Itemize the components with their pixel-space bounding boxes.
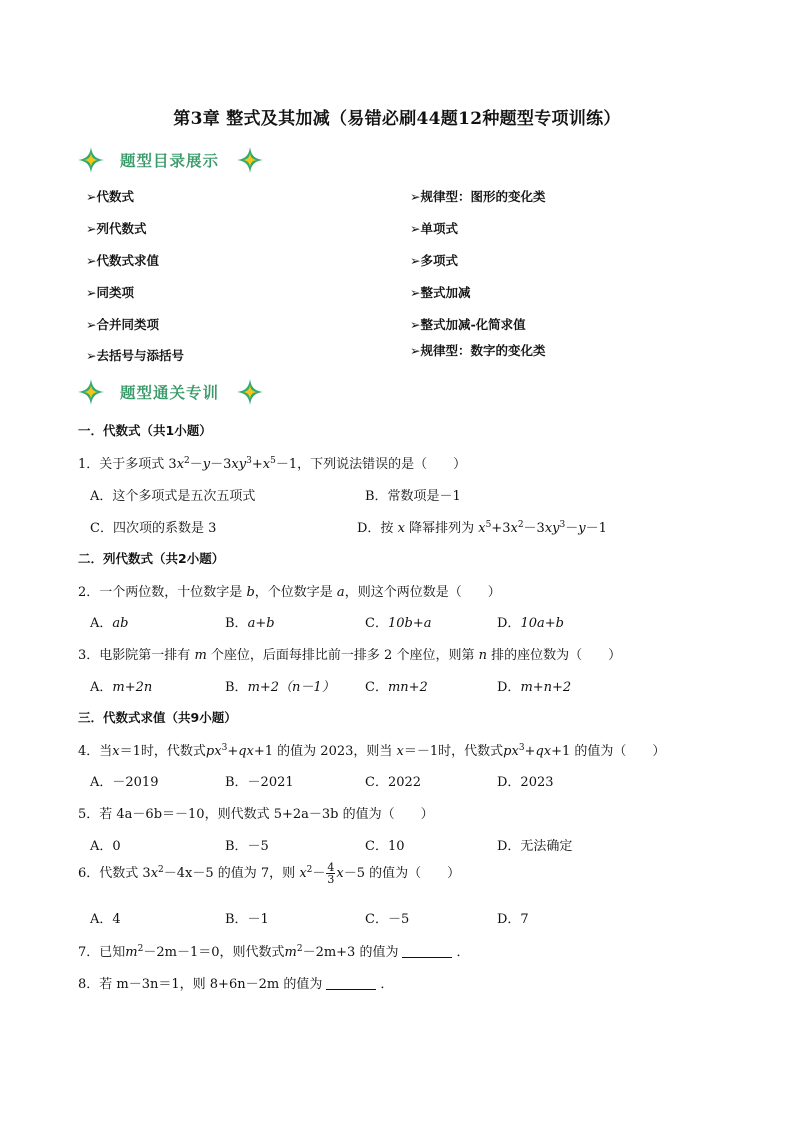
q5-option-b[interactable]: B．－5 <box>225 839 269 854</box>
sparkle-icon <box>237 379 263 405</box>
document-title: 第3章 整式及其加减（易错必刷44题12种题型专项训练） <box>173 109 621 129</box>
toc-item-4[interactable]: ➢同类项 <box>86 285 134 300</box>
question-4: 4．当x＝1时，代数式$px^3+qx+1$ 的值为 2023，则当 x＝－1时，代数式$px^3+qx+1$ 的值为（ ） <box>78 743 666 759</box>
q3-option-a[interactable]: A．m+2n <box>90 680 153 695</box>
q2-option-b[interactable]: B．a+b <box>225 616 275 631</box>
toc-item-9[interactable]: ➢多项式 <box>410 253 458 268</box>
toc-item-2[interactable]: ➢列代数式 <box>86 221 147 236</box>
q5-option-c[interactable]: C．10 <box>365 839 405 854</box>
q5-option-a[interactable]: A．0 <box>90 839 121 854</box>
section-heading-2: 二．列代数式（共2小题） <box>78 551 225 566</box>
section-heading-3: 三．代数式求值（共9小题） <box>78 710 237 725</box>
q3-option-c[interactable]: C．mn+2 <box>365 680 428 695</box>
sparkle-icon <box>78 147 104 173</box>
question-5: 5．若 4a－6b＝－10，则代数式 5+2a－3b 的值为（ ） <box>78 807 434 822</box>
q3-option-d[interactable]: D．m+n+2 <box>497 680 572 695</box>
q2-option-c[interactable]: C．10b+a <box>365 616 432 631</box>
q1-option-a[interactable]: A．这个多项式是五次五项式 <box>90 489 256 504</box>
q3-option-b[interactable]: B．m+2（n－1） <box>225 680 335 695</box>
q6-option-a[interactable]: A．4 <box>90 912 121 927</box>
toc-banner <box>78 146 263 174</box>
question-7: 7．已知$m^2-2m-1=0$，则代数式$m^2-2m+3$ 的值为 ． <box>78 944 470 960</box>
toc-item-11[interactable]: ➢整式加减-化简求值 <box>410 317 526 332</box>
toc-item-12[interactable]: ➢规律型：数字的变化类 <box>410 343 546 358</box>
q4-option-c[interactable]: C．2022 <box>365 775 422 790</box>
toc-item-8[interactable]: ➢单项式 <box>410 221 458 236</box>
toc-item-10[interactable]: ➢整式加减 <box>410 285 471 300</box>
question-3: 3．电影院第一排有 m 个座位，后面每排比前一排多 2 个座位，则第 n 排的座位数为（ ） <box>78 648 622 663</box>
q6-option-c[interactable]: C．－5 <box>365 912 410 927</box>
question-6: 6．代数式 $3x^2-4x-5$ 的值为 7，则 $x^2-$ $\frac{4}{3}$ x－5 的值为（ ） <box>78 861 461 886</box>
sparkle-icon <box>237 147 263 173</box>
section-heading-1: 一．代数式（共1小题） <box>78 423 212 438</box>
answer-blank[interactable] <box>326 989 376 990</box>
q6-option-d[interactable]: D．7 <box>497 912 529 927</box>
toc-item-1[interactable]: ➢代数式 <box>86 189 134 204</box>
q4-option-d[interactable]: D．2023 <box>497 775 554 790</box>
q1-option-c[interactable]: C．四次项的系数是 3 <box>90 521 217 536</box>
answer-blank[interactable] <box>402 957 452 958</box>
toc-item-7[interactable]: ➢规律型：图形的变化类 <box>410 189 546 204</box>
q1-option-b[interactable]: B．常数项是－1 <box>365 489 461 504</box>
toc-banner-label: 题型目录展示 <box>120 152 220 170</box>
q1-option-d[interactable]: D．按 x 降幂排列为 $x^5+3x^2-3xy^3-y-1$ <box>357 520 607 536</box>
q2-option-d[interactable]: D．10a+b <box>497 616 564 631</box>
q4-option-b[interactable]: B．－2021 <box>225 775 294 790</box>
practice-banner-label: 题型通关专训 <box>120 384 220 402</box>
fraction: $\frac{4}{3}$ <box>327 861 335 886</box>
toc-item-3[interactable]: ➢代数式求值 <box>86 253 159 268</box>
question-2: 2．一个两位数，十位数字是 b，个位数字是 a，则这个两位数是（ ） <box>78 585 501 600</box>
question-1: 1．关于多项式 $3x^2-y-3xy^3+x^5-1$，下列说法错误的是（ ） <box>78 456 467 472</box>
toc-item-5[interactable]: ➢合并同类项 <box>86 317 159 332</box>
q2-option-a[interactable]: A．ab <box>90 616 129 631</box>
q4-option-a[interactable]: A．－2019 <box>90 775 159 790</box>
toc-item-6[interactable]: ➢去括号与添括号 <box>86 348 184 363</box>
q5-option-d[interactable]: D．无法确定 <box>497 839 573 854</box>
q6-option-b[interactable]: B．－1 <box>225 912 269 927</box>
sparkle-icon <box>78 379 104 405</box>
question-8: 8．若 m－3n＝1，则 8+6n－2m 的值为 ． <box>78 977 394 992</box>
practice-banner <box>78 378 263 406</box>
